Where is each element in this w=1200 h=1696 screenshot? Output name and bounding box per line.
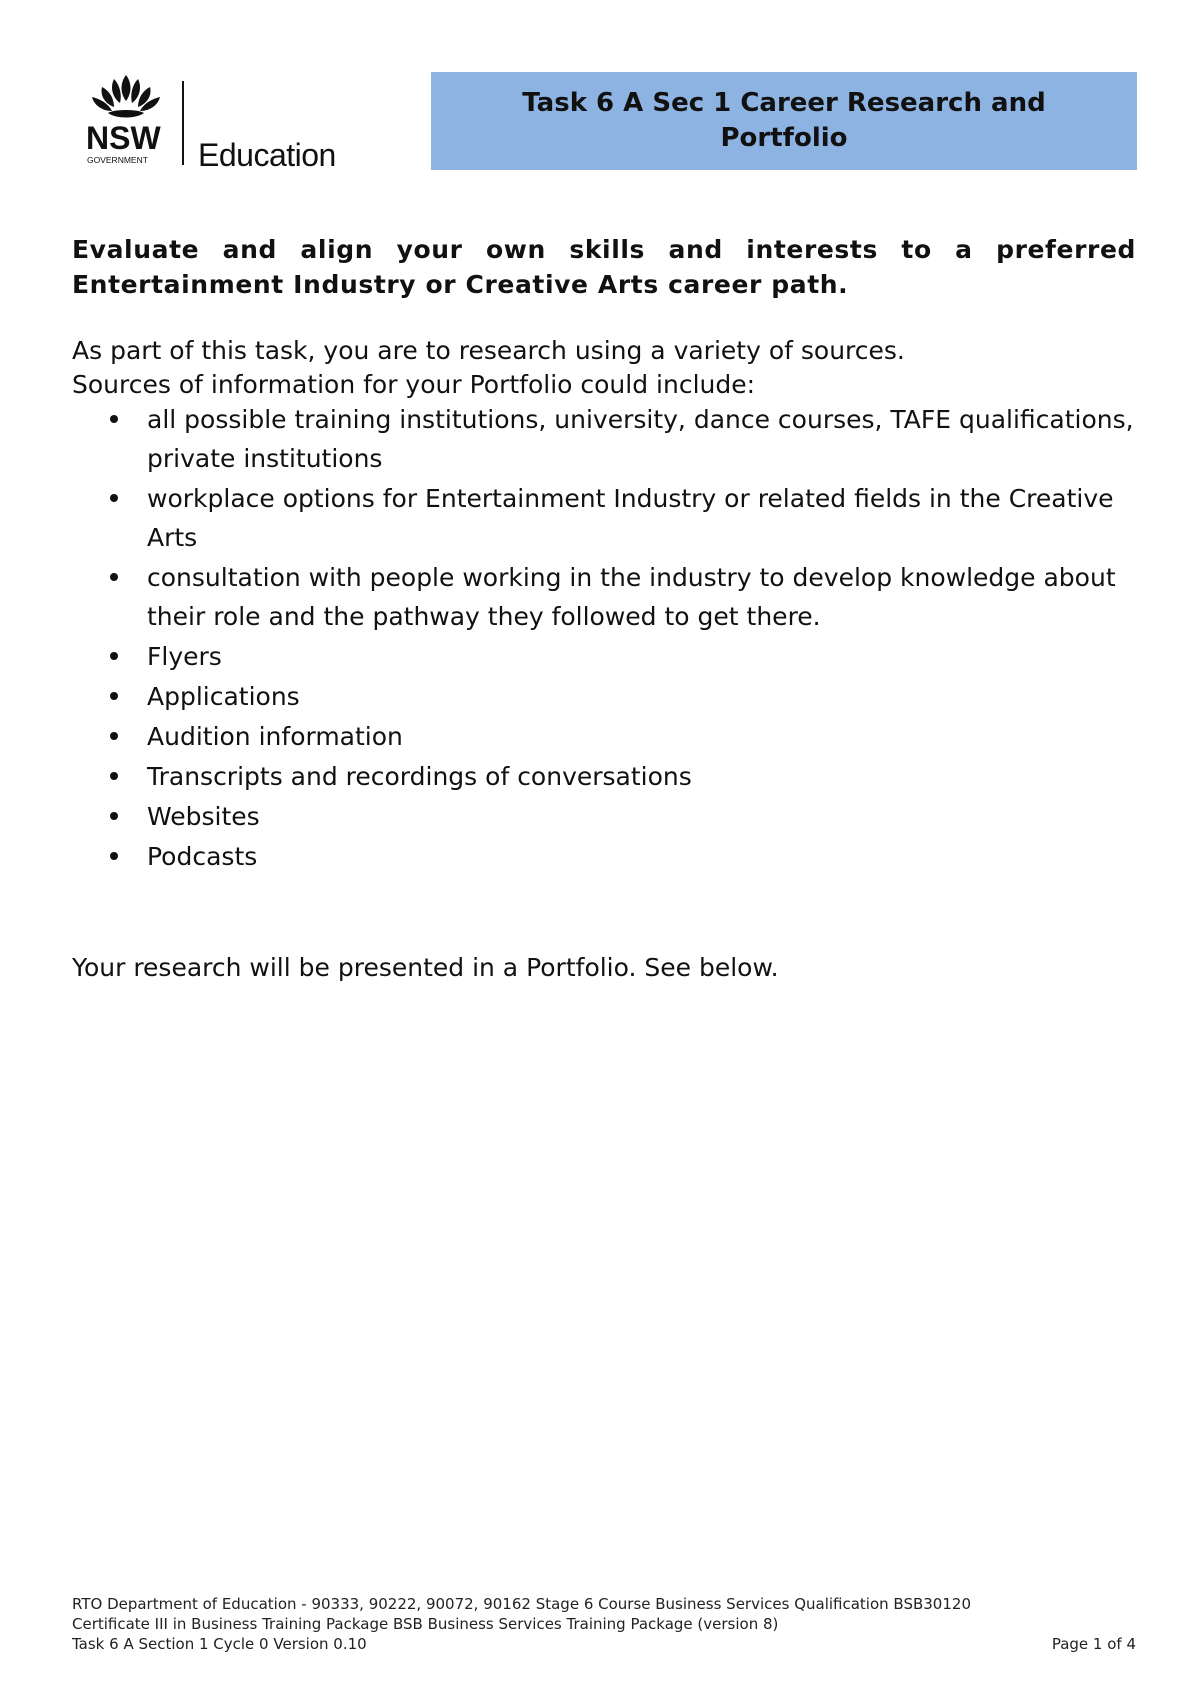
list-item: all possible training institutions, university, dance courses, TAFE qualifications, private institutions	[72, 400, 1136, 478]
bullet-icon	[110, 852, 118, 860]
bullet-icon	[110, 415, 118, 423]
intro-text	[72, 334, 1136, 402]
footer-line-1: RTO Department of Education - 90333, 90222, 90072, 90162 Stage 6 Course Business Services Qualification BSB30120	[72, 1595, 971, 1613]
nsw-education-logo	[86, 73, 346, 173]
sources-list	[72, 400, 1136, 877]
list-item: Audition information	[72, 717, 1136, 756]
footer-line-3	[72, 1634, 1136, 1654]
list-item: consultation with people working in the industry to develop knowledge about their role and the pathway they followed to get there.	[72, 558, 1136, 636]
logo-sub: GOVERNMENT	[87, 155, 148, 165]
bullet-icon	[110, 652, 118, 660]
list-item: Transcripts and recordings of conversations	[72, 757, 1136, 796]
footer-version: Task 6 A Section 1 Cycle 0 Version 0.10	[72, 1635, 367, 1653]
bullet-icon	[110, 692, 118, 700]
intro-line-1: As part of this task, you are to research using a variety of sources.	[72, 336, 905, 365]
logo-word: Education	[198, 137, 336, 173]
waratah-icon	[86, 73, 196, 173]
intro-line-2: Sources of information for your Portfolio could include:	[72, 370, 756, 399]
bullet-icon	[110, 573, 118, 581]
task-title-box	[431, 72, 1137, 170]
bullet-icon	[110, 494, 118, 502]
task-heading: Evaluate and align your own skills and interests to a preferred Entertainment Industry or Creative Arts career path.	[72, 235, 1136, 299]
bullet-icon	[110, 732, 118, 740]
list-item: Podcasts	[72, 837, 1136, 876]
page-footer	[72, 1594, 1136, 1654]
list-item: workplace options for Entertainment Industry or related fields in the Creative Arts	[72, 479, 1136, 557]
bullet-icon	[110, 812, 118, 820]
logo-brand: NSW	[86, 120, 161, 156]
bullet-icon	[110, 772, 118, 780]
logo-divider	[182, 81, 184, 165]
list-item: Websites	[72, 797, 1136, 836]
closing-text: Your research will be presented in a Portfolio. See below.	[72, 953, 779, 982]
page-number: Page 1 of 4	[1051, 1635, 1136, 1653]
task-title: Task 6 A Sec 1 Career Research and Portfolio	[522, 88, 1046, 153]
list-item: Applications	[72, 677, 1136, 716]
footer-line-2: Certificate III in Business Training Package BSB Business Services Training Package (version 8)	[72, 1615, 779, 1633]
list-item: Flyers	[72, 637, 1136, 676]
